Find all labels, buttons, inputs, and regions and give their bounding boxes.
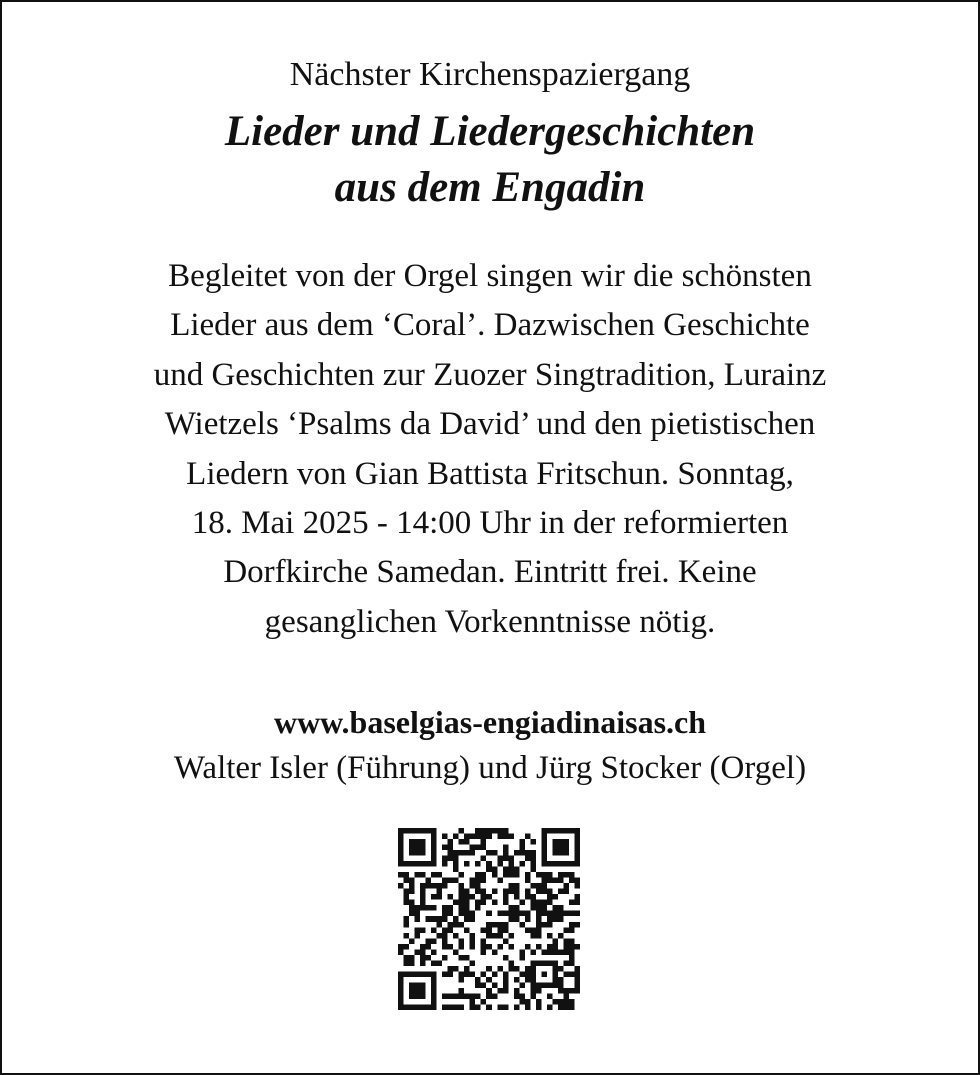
notice-title-line-1: Lieder und Liedergeschichten [224, 108, 756, 155]
qr-code-icon[interactable] [398, 828, 580, 1010]
body-line: und Geschichten zur Zuozer Singtradition, Lurainz [153, 356, 827, 393]
body-line: gesanglichen Vorkenntnisse nötig. [264, 603, 716, 640]
notice-body [0, 252, 980, 647]
body-line: 18. Mai 2025 - 14:00 Uhr in der reformierten [191, 505, 789, 542]
body-line: Lieder aus dem ‘Coral’. Dazwischen Geschichte [170, 307, 810, 344]
body-line: Liedern von Gian Battista Fritschun. Sonntag, [186, 455, 794, 492]
body-line: Wietzels ‘Psalms da David’ und den pietistischen [164, 406, 816, 443]
body-line: Dorfkirche Samedan. Eintritt frei. Keine [223, 554, 757, 591]
body-line: Begleitet von der Orgel singen wir die schönsten [168, 258, 812, 294]
notice-pretitle: Nächster Kirchenspaziergang [289, 56, 691, 93]
notice-title-line-2: aus dem Engadin [334, 164, 646, 211]
credits-line: Walter Isler (Führung) und Jürg Stocker (Orgel) [173, 750, 807, 786]
notice-title [0, 104, 980, 216]
website-link[interactable]: www.baselgias-engiadinaisas.ch [273, 704, 707, 740]
